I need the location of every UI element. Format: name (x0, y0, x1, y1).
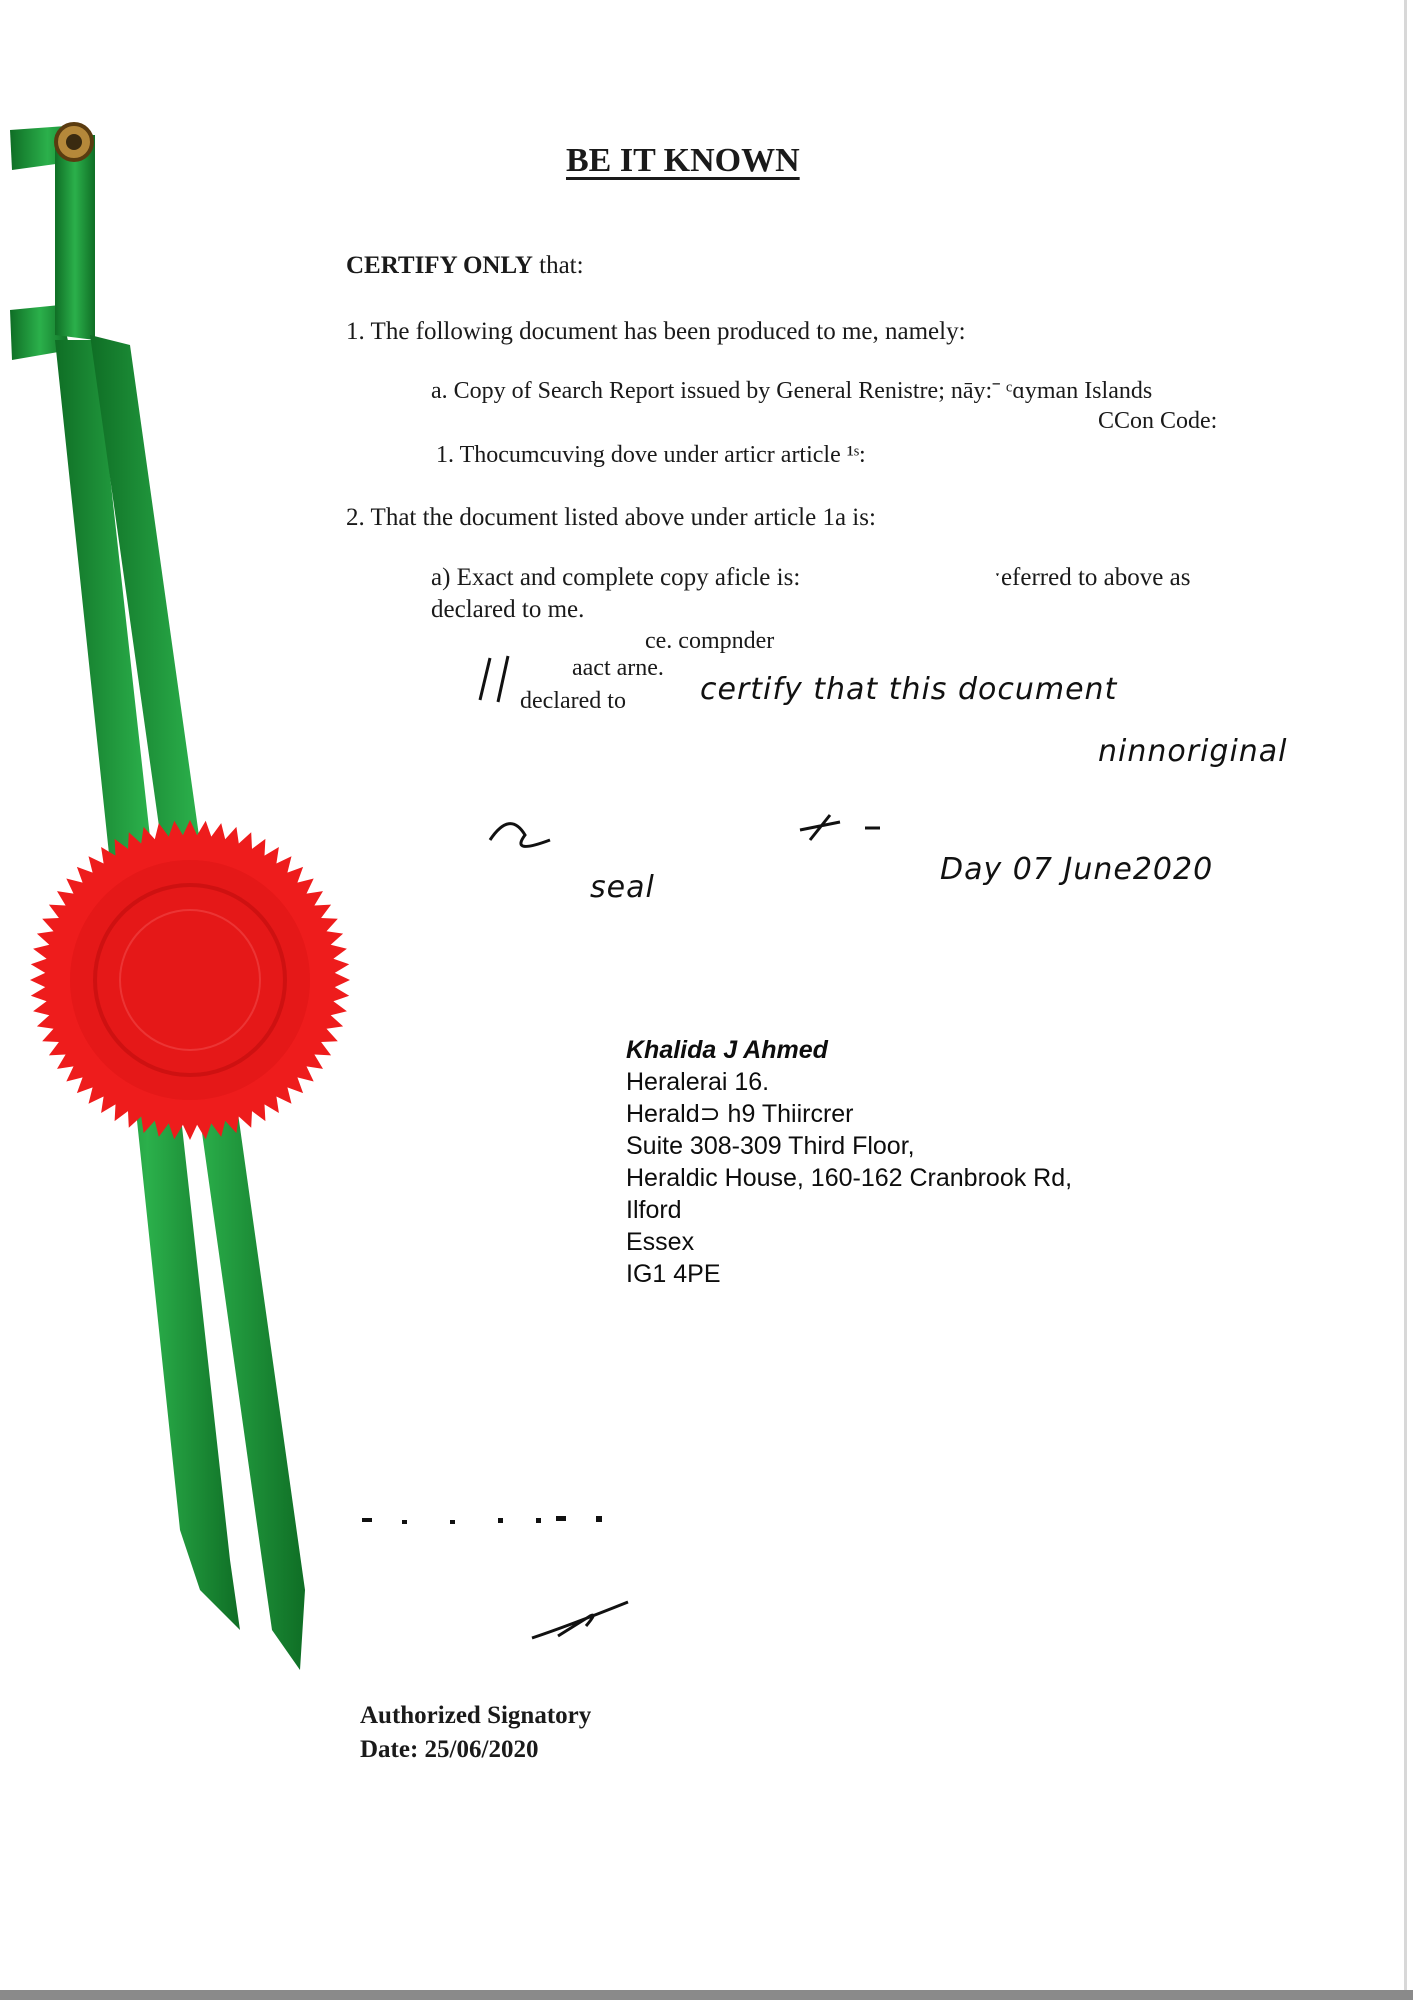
certify-label: CERTIFY ONLY (346, 252, 533, 279)
hand-marks (480, 800, 1000, 880)
hand-stroke-slash (468, 650, 528, 710)
handwriting-date: Day 07 June2020 (940, 852, 1214, 887)
notary-garbled-1: Heralerai 16. (626, 1068, 770, 1096)
item-1a-line1: a. Copy of Search Report issued by General Renistre; nāy:ˉ ᶜɑyman Islands (431, 378, 1153, 404)
page-edge (1404, 0, 1407, 2000)
notary-garbled-2: Herald⊃ h9 Thiircrer (626, 1100, 854, 1128)
overlap-text-1: ce. compnder (645, 628, 775, 654)
item-1: 1. The following document has been produced to me, namely: (346, 318, 966, 345)
page-bottom-edge (0, 1990, 1413, 2000)
item-1b: 1. Thocumcuving dove under articr article ¹ˢ: (436, 442, 866, 468)
item-2a-line2: declared to me. (431, 596, 585, 623)
authorized-signatory: Authorized Signatory (360, 1702, 592, 1729)
ribbon-and-seal (0, 110, 380, 1770)
notary-stamp (626, 1034, 1072, 1290)
item-1a-line2: CCon Code: (1098, 408, 1218, 434)
notary-address-2: Heraldic House, 160-162 Cranbrook Rd, (626, 1164, 1073, 1192)
item-2a-right: ˑeferred to above as (994, 564, 1191, 591)
overlap-text-3: declared to (520, 688, 626, 714)
handwriting-seal: seal (590, 870, 655, 905)
document-title: BE IT KNOWN (566, 142, 800, 179)
notary-address-1: Suite 308-309 Third Floor, (626, 1132, 915, 1160)
notary-address-5: IG1 4PE (626, 1260, 721, 1288)
signature-date: Date: 25/06/2020 (360, 1736, 539, 1763)
faint-marks (360, 1510, 620, 1530)
item-2: 2. That the document listed above under article 1a is: (346, 504, 876, 531)
wax-seal (30, 820, 350, 1140)
certify-line (346, 252, 584, 280)
item-2a-left: a) Exact and complete copy aficle is: (431, 564, 801, 591)
signature (528, 1596, 638, 1646)
notary-name: Khalida J Ahmed (626, 1036, 828, 1064)
certify-rest: that: (532, 252, 584, 279)
ribbon-strip-vertical (55, 135, 95, 340)
notary-address-3: Ilford (626, 1196, 682, 1224)
handwriting-line-2: ninnoriginal (1098, 734, 1288, 769)
overlap-text-2: aact arne. (572, 655, 664, 681)
handwriting-line-1: certify that this document (700, 672, 1118, 707)
notary-address-4: Essex (626, 1228, 695, 1256)
